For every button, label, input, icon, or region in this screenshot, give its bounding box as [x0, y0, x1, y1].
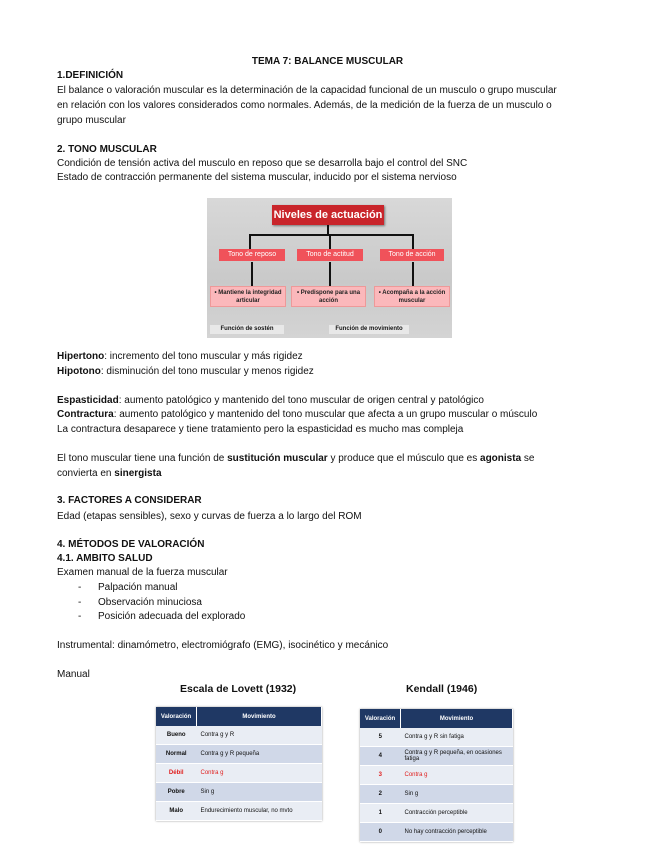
list-item: [78, 610, 245, 624]
text: Valoración: [360, 709, 401, 728]
text: Contra g y R sin fatiga: [401, 728, 513, 747]
kendall-table: [360, 709, 513, 842]
list-item: [78, 581, 178, 595]
text: Palpación manual: [98, 582, 178, 593]
text: Sin g: [401, 785, 513, 804]
text: Movimiento: [401, 709, 513, 728]
list-item: [78, 596, 202, 610]
table-row: [156, 726, 322, 745]
paragraph-line: en relación con los valores considerados como normales. Además, de la medición de la fuerza de un musculo o: [57, 100, 552, 111]
paragraph-line: Instrumental: dinamómetro, electromiógrafo (EMG), isocinético y mecánico: [57, 640, 389, 651]
kendall-title: Kendall (1946): [406, 683, 478, 695]
function-label: Función de movimiento: [329, 325, 409, 334]
paragraph-line: Manual: [57, 669, 90, 680]
text: Sin g: [197, 783, 322, 802]
text: -: [78, 597, 82, 608]
text: Contra g: [401, 766, 513, 785]
paragraph-line: La contractura desaparece y tiene tratamiento pero la espasticidad es mucho mas compleja: [57, 424, 464, 435]
text: Bueno: [156, 726, 197, 745]
section-heading: 4. MÉTODOS DE VALORACIÓN: [57, 539, 205, 550]
tono-box: Tono de acción: [380, 249, 444, 261]
lovett-table: [156, 707, 322, 821]
table-row: [360, 766, 513, 785]
table-row: [360, 728, 513, 747]
niveles-de-actuacion-diagram: [207, 198, 452, 338]
text: 2: [360, 785, 401, 804]
tono-box: Tono de reposo: [219, 249, 285, 261]
text: 3: [360, 766, 401, 785]
text: Posición adecuada del explorado: [98, 611, 246, 622]
definition-line: [57, 394, 484, 408]
text: Hipertono: [57, 351, 105, 362]
text: Contractura: [57, 409, 114, 420]
text: Pobre: [156, 783, 197, 802]
paragraph-line: [57, 452, 534, 466]
text: El tono muscular tiene una función de: [57, 453, 228, 464]
section-heading: 3. FACTORES A CONSIDERAR: [57, 495, 202, 506]
paragraph-line: [57, 467, 162, 481]
text: : aumento patológico y mantenido del tono muscular de origen central y patológico: [118, 395, 484, 406]
text: Contra g y R pequeña: [197, 745, 322, 764]
text: Contra g y R pequeña, en ocasiones fatiga: [401, 747, 513, 766]
table-row: [156, 783, 322, 802]
text: Espasticidad: [57, 395, 119, 406]
table-row: [156, 764, 322, 783]
tono-box: Tono de actitud: [297, 249, 363, 261]
table-row: [360, 747, 513, 766]
text: : aumento patológico y mantenido del tono muscular que afecta a un grupo muscular o músculo: [113, 409, 538, 420]
paragraph-line: El balance o valoración muscular es la determinación de la capacidad funcional de un musculo o grupo muscular: [57, 85, 557, 96]
text: 0: [360, 823, 401, 842]
text: Contra g: [197, 764, 322, 783]
diagram-title: Niveles de actuación: [272, 205, 384, 225]
definition-line: [57, 350, 303, 364]
table-row: [360, 804, 513, 823]
text: Contracción perceptible: [401, 804, 513, 823]
tono-description: • Mantiene la integridad articular: [210, 286, 286, 307]
text: se: [521, 453, 535, 464]
table-row: [156, 745, 322, 764]
page-title: TEMA 7: BALANCE MUSCULAR: [251, 56, 404, 67]
function-label: Función de sostén: [210, 325, 284, 334]
text: Malo: [156, 802, 197, 821]
text: Valoración: [156, 707, 197, 726]
tono-description: • Predispone para una acción: [291, 286, 366, 307]
text: No hay contracción perceptible: [401, 823, 513, 842]
text: sinergista: [114, 468, 162, 479]
table-row: [156, 802, 322, 821]
text: -: [78, 611, 82, 622]
text: agonista: [480, 453, 522, 464]
text: Observación minuciosa: [98, 597, 202, 608]
lovett-title: Escala de Lovett (1932): [180, 683, 297, 695]
text: y produce que el músculo que es: [327, 453, 481, 464]
section-heading: 2. TONO MUSCULAR: [57, 144, 157, 155]
paragraph-line: Condición de tensión activa del musculo en reposo que se desarrolla bajo el control del SNC: [57, 158, 468, 169]
subsection-heading: 4.1. AMBITO SALUD: [57, 553, 153, 564]
table-row: [360, 823, 513, 842]
text: : incremento del tono muscular y más rigidez: [104, 351, 303, 362]
text: Endurecimiento muscular, no mvto: [197, 802, 322, 821]
text: Contra g y R: [197, 726, 322, 745]
text: convierta en: [57, 468, 115, 479]
text: Movimiento: [197, 707, 322, 726]
text: sustitución muscular: [227, 453, 328, 464]
text: Débil: [156, 764, 197, 783]
definition-line: [57, 365, 314, 379]
text: 5: [360, 728, 401, 747]
paragraph-line: Edad (etapas sensibles), sexo y curvas de fuerza a lo largo del ROM: [57, 511, 362, 522]
definition-line: [57, 408, 537, 422]
paragraph-line: Examen manual de la fuerza muscular: [57, 567, 228, 578]
text: 4: [360, 747, 401, 766]
paragraph-line: grupo muscular: [57, 115, 126, 126]
paragraph-line: Estado de contracción permanente del sistema muscular, inducido por el sistema nervioso: [57, 172, 457, 183]
text: 1: [360, 804, 401, 823]
tono-description: • Acompaña a la acción muscular: [374, 286, 450, 307]
section-heading: 1.DEFINICIÓN: [57, 70, 124, 81]
text: Hipotono: [57, 366, 101, 377]
text: Normal: [156, 745, 197, 764]
text: : disminución del tono muscular y menos rigidez: [100, 366, 314, 377]
table-row: [360, 785, 513, 804]
text: -: [78, 582, 82, 593]
